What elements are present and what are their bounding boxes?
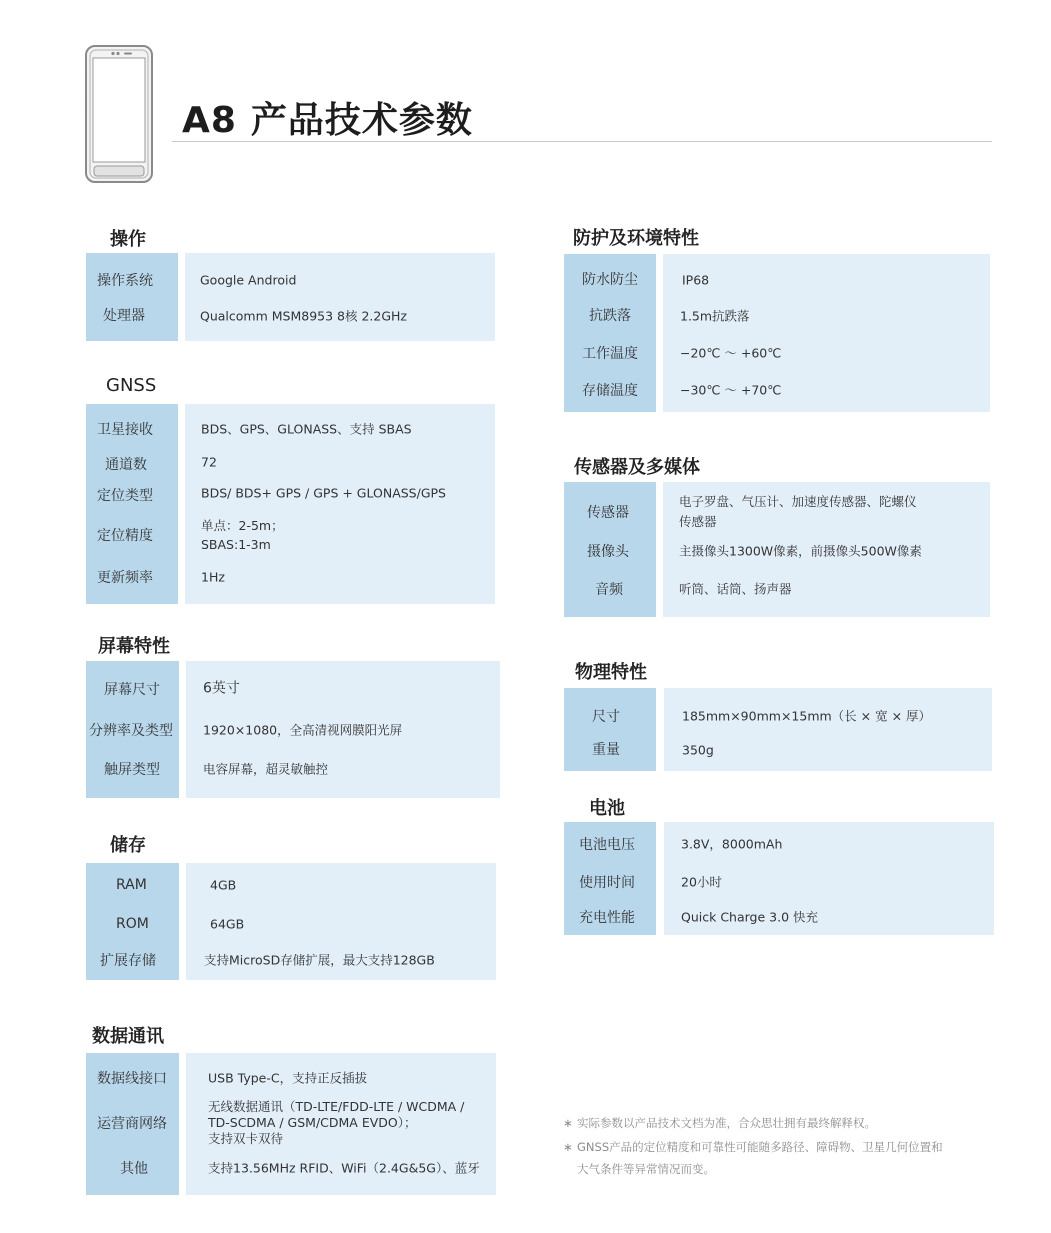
spec-value: 1Hz [201, 569, 225, 585]
spec-value: 单点：2-5m； SBAS:1-3m [201, 518, 284, 552]
spec-value: 6英寸 [203, 680, 240, 697]
spec-value: 电容屏幕，超灵敏触控 [203, 761, 329, 777]
spec-value: BDS、GPS、GLONASS、支持 SBAS [201, 421, 412, 437]
spec-value: 电子罗盘、气压计、加速度传感器、陀螺仪 传感器 [679, 494, 917, 529]
spec-value: 350g [682, 742, 714, 758]
spec-label: 分辨率及类型 [89, 723, 173, 739]
spec-label: 处理器 [103, 308, 145, 324]
section-title-protection: 防护及环境特性 [573, 228, 699, 249]
footnote [563, 1112, 943, 1134]
spec-label: 更新频率 [97, 570, 153, 586]
spec-label: ROM [116, 916, 149, 932]
section-title-sensors: 传感器及多媒体 [574, 457, 700, 478]
asterisk-icon: ∗ [563, 1140, 573, 1154]
spec-block-screen [86, 661, 500, 798]
spec-label: 存储温度 [582, 383, 638, 399]
title-text: 产品技术参数 [250, 100, 473, 141]
spec-block-physical [564, 688, 992, 771]
spec-value: 支持MicroSD存储扩展，最大支持128GB [204, 952, 435, 968]
footnotes [563, 1112, 943, 1180]
spec-value: IP68 [682, 272, 710, 288]
footnote-text: 实际参数以产品技术文档为准，合众思壮拥有最终解释权。 [577, 1116, 876, 1130]
spec-value: Quick Charge 3.0 快充 [681, 909, 818, 925]
spec-label: 其他 [120, 1161, 148, 1177]
spec-label: 触屏类型 [104, 762, 160, 778]
spec-value: 无线数据通讯（TD-LTE/FDD-LTE / WCDMA / TD-SCDMA / GSM/CDMA EVDO）； 支持双卡双待 [208, 1099, 465, 1146]
spec-value: 3.8V，8000mAh [681, 836, 783, 852]
spec-label: 通道数 [105, 457, 147, 473]
spec-label: 定位精度 [97, 528, 153, 544]
spec-label: 屏幕尺寸 [104, 682, 160, 698]
section-title-physical: 物理特性 [575, 662, 647, 683]
section-title-storage: 储存 [110, 835, 146, 856]
spec-block-sensors [564, 482, 990, 617]
spec-value: 1.5m抗跌落 [680, 308, 750, 324]
spec-value: 20小时 [681, 874, 722, 890]
spec-label: 传感器 [587, 505, 629, 521]
label-column [86, 253, 178, 341]
spec-value: 听筒、话筒、扬声器 [679, 581, 792, 597]
section-title-gnss: GNSS [106, 375, 157, 396]
spec-value: 64GB [210, 916, 245, 932]
spec-label: 摄像头 [587, 544, 629, 560]
spec-value: −30℃ ～ +70℃ [680, 382, 782, 398]
spec-value: 4GB [210, 877, 237, 893]
spec-value: Google Android [200, 272, 297, 288]
spec-value: Qualcomm MSM8953 8核 2.2GHz [200, 308, 407, 324]
spec-block-operation [86, 253, 495, 341]
spec-value: BDS/ BDS+ GPS / GPS + GLONASS/GPS [201, 485, 446, 501]
spec-label: 音频 [595, 582, 623, 598]
spec-label: 充电性能 [579, 910, 635, 926]
spec-label: 数据线接口 [97, 1071, 167, 1087]
spec-value: USB Type-C，支持正反插拔 [208, 1070, 368, 1086]
spec-label: 重量 [592, 742, 620, 758]
section-title-screen: 屏幕特性 [98, 636, 170, 657]
spec-value: 72 [201, 454, 217, 470]
spec-label: 操作系统 [97, 273, 153, 289]
spec-label: 扩展存储 [100, 953, 156, 969]
section-title-comm: 数据通讯 [92, 1026, 164, 1047]
spec-label: 防水防尘 [582, 272, 638, 288]
spec-label: 尺寸 [592, 709, 620, 725]
spec-label: 电池电压 [579, 837, 635, 853]
spec-block-battery [564, 822, 994, 935]
spec-label: 定位类型 [97, 488, 153, 504]
spec-block-protection [564, 254, 990, 412]
spec-block-storage [86, 863, 496, 980]
spec-label: 运营商网络 [97, 1116, 167, 1132]
spec-label: RAM [116, 877, 147, 893]
spec-value: 主摄像头1300W像素，前摄像头500W像素 [679, 543, 922, 559]
model-name: A8 [182, 100, 237, 141]
device-illustration [84, 44, 154, 184]
spec-label: 工作温度 [582, 346, 638, 362]
page-title [182, 92, 473, 143]
spec-label: 抗跌落 [589, 308, 631, 324]
section-title-operation: 操作 [110, 229, 146, 250]
asterisk-icon: ∗ [563, 1116, 573, 1130]
spec-block-comm [86, 1053, 496, 1195]
spec-value: −20℃ ～ +60℃ [680, 345, 782, 361]
value-column [185, 253, 495, 341]
spec-block-gnss [86, 404, 495, 604]
spec-value: 1920×1080，全高清视网膜阳光屏 [203, 722, 403, 738]
title-divider [172, 141, 992, 142]
section-title-battery: 电池 [589, 798, 625, 819]
spec-label: 卫星接收 [97, 422, 153, 438]
spec-label: 使用时间 [579, 875, 635, 891]
spec-value: 185mm×90mm×15mm（长 × 宽 × 厚） [682, 708, 932, 724]
footnote [563, 1136, 943, 1180]
footnote-text: GNSS产品的定位精度和可靠性可能随多路径、障碍物、卫星几何位置和 大气条件等异常情况而变。 [577, 1140, 943, 1176]
spec-value: 支持13.56MHz RFID、WiFi（2.4G&5G）、蓝牙 [208, 1160, 480, 1176]
